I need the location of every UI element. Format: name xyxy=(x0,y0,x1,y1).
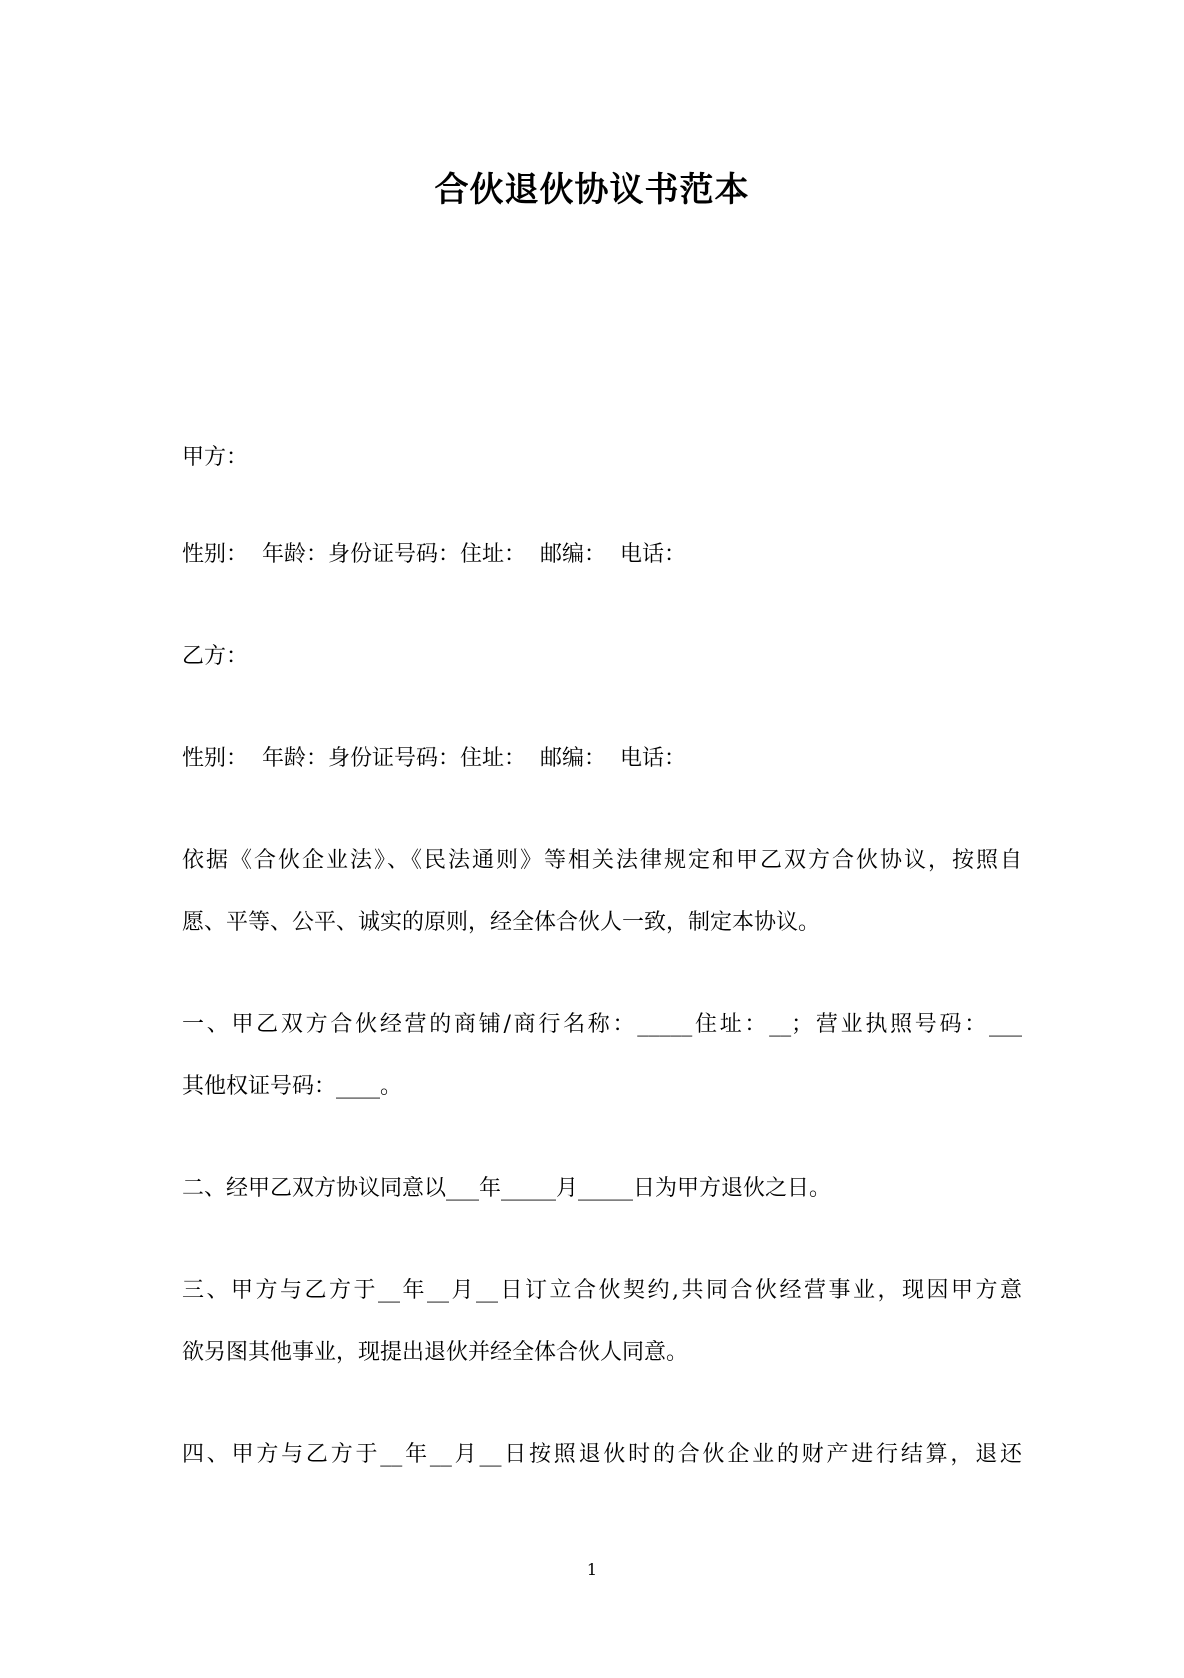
clause-3-line-1: 三、甲方与乙方于__年__月__日订立合伙契约,共同合伙经营事业，现因甲方意 xyxy=(182,1278,1022,1303)
party-b-label: 乙方： xyxy=(182,644,249,669)
clause-2-line-1: 二、经甲乙双方协议同意以___年_____月_____日为甲方退伙之日。 xyxy=(182,1176,832,1201)
preamble-line-1: 依据《合伙企业法》、《民法通则》等相关法律规定和甲乙双方合伙协议，按照自 xyxy=(182,848,1022,873)
clause-1-line-2: 其他权证号码：____。 xyxy=(182,1074,403,1099)
clause-1-line-1: 一、甲乙双方合伙经营的商铺/商行名称：_____住址：__；营业执照号码：___ xyxy=(182,1012,1022,1037)
document-title: 合伙退伙协议书范本 xyxy=(434,170,750,210)
party-b-fields: 性别： 年龄：身份证号码：住址： 邮编： 电话： xyxy=(182,746,686,771)
clause-4-line-1: 四、甲方与乙方于__年__月__日按照退伙时的合伙企业的财产进行结算，退还 xyxy=(182,1442,1022,1467)
party-a-fields: 性别： 年龄：身份证号码：住址： 邮编： 电话： xyxy=(182,542,686,567)
clause-3-line-2: 欲另图其他事业，现提出退伙并经全体合伙人同意。 xyxy=(182,1340,689,1365)
preamble-line-2: 愿、平等、公平、诚实的原则，经全体合伙人一致，制定本协议。 xyxy=(182,910,821,935)
party-a-label: 甲方： xyxy=(182,445,249,470)
page-number: 1 xyxy=(586,1560,598,1579)
